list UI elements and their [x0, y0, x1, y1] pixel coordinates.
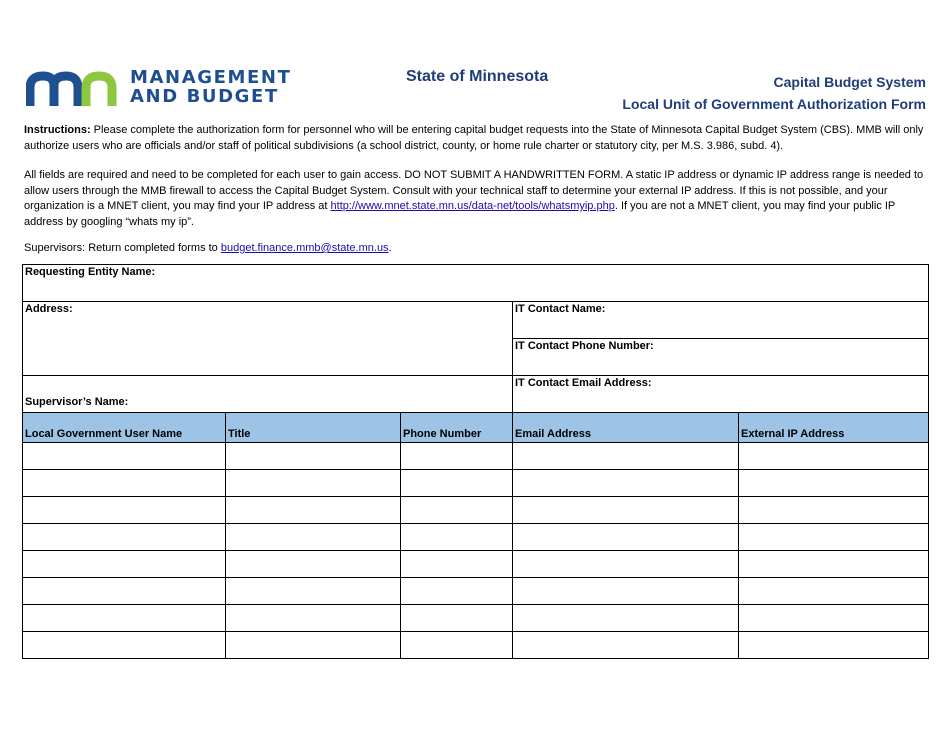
logo-line-1: MANAGEMENT [130, 67, 292, 88]
title-cell[interactable] [226, 497, 401, 524]
supervisor-name-field[interactable] [23, 376, 513, 413]
col-header-email: Email Address [513, 413, 739, 443]
user-name-cell[interactable] [23, 632, 226, 659]
title-cell[interactable] [226, 443, 401, 470]
it-contact-email-label: IT Contact Email Address: [515, 377, 652, 389]
it-contact-phone-field[interactable] [513, 339, 929, 376]
ip-cell[interactable] [739, 497, 929, 524]
col-header-ip: External IP Address [739, 413, 929, 443]
table-row [23, 443, 929, 470]
requirements-text: All fields are required and need to be completed for each user to gain access. DO NOT SUBMIT A HANDWRITTEN FORM. A static IP address or dynamic IP address range is needed to allow users through the MMB firewall to access the Capital Budget System. Consult with your technical staff to determine your external IP address. If this is not possible, and your organization is a MNET client, you may find your IP address at [24, 169, 924, 212]
ip-cell[interactable] [739, 470, 929, 497]
mmb-logo [26, 68, 316, 110]
user-name-cell[interactable] [23, 470, 226, 497]
col-header-phone: Phone Number [401, 413, 513, 443]
email-cell[interactable] [513, 605, 739, 632]
requirements-text-end: . If you are not a MNET client, you may find your public IP address by googling “whats my ip”. [24, 200, 896, 228]
ip-cell[interactable] [739, 632, 929, 659]
col-header-title: Title [226, 413, 401, 443]
supervisors-text-end: . [388, 242, 392, 254]
table-row [23, 551, 929, 578]
title-cell[interactable] [226, 551, 401, 578]
whatsmyip-link[interactable]: http://www.mnet.state.mn.us/data-net/tools/whatsmyip.php [330, 200, 615, 212]
requesting-entity-field[interactable] [23, 265, 929, 302]
requesting-entity-label: Requesting Entity Name: [25, 266, 156, 278]
email-cell[interactable] [513, 578, 739, 605]
phone-cell[interactable] [401, 443, 513, 470]
user-name-cell[interactable] [23, 605, 226, 632]
ip-cell[interactable] [739, 524, 929, 551]
email-cell[interactable] [513, 443, 739, 470]
supervisor-name-label: Supervisor’s Name: [25, 396, 129, 408]
ip-cell[interactable] [739, 443, 929, 470]
authorization-form-table [22, 264, 929, 659]
form-title: Local Unit of Government Authorization Form [622, 96, 926, 112]
user-table-header [23, 413, 929, 443]
logo-line-2: AND BUDGET [130, 86, 279, 107]
title-cell[interactable] [226, 605, 401, 632]
instructions-text: Please complete the authorization form for personnel who will be entering capital budget requests into the State of Minnesota Capital Budget System (CBS). MMB will only authorize users who are officials and/or staff of political subdivisions (a school district, county, or home rule charter or statutory city, per M.S. 3.986, subd. 4). [24, 124, 924, 152]
supervisors-text: Supervisors: Return completed forms to [24, 242, 221, 254]
ip-cell[interactable] [739, 605, 929, 632]
title-cell[interactable] [226, 470, 401, 497]
user-name-cell[interactable] [23, 497, 226, 524]
state-title: State of Minnesota [406, 68, 549, 85]
phone-cell[interactable] [401, 470, 513, 497]
it-contact-email-field[interactable] [513, 376, 929, 413]
it-contact-phone-label: IT Contact Phone Number: [515, 340, 654, 352]
table-row [23, 605, 929, 632]
phone-cell[interactable] [401, 497, 513, 524]
it-contact-name-label: IT Contact Name: [515, 303, 606, 315]
supervisors-paragraph [24, 241, 924, 257]
title-cell[interactable] [226, 632, 401, 659]
phone-cell[interactable] [401, 605, 513, 632]
ip-cell[interactable] [739, 578, 929, 605]
address-label: Address: [25, 303, 73, 315]
phone-cell[interactable] [401, 551, 513, 578]
email-cell[interactable] [513, 551, 739, 578]
phone-cell[interactable] [401, 578, 513, 605]
table-row [23, 497, 929, 524]
user-name-cell[interactable] [23, 551, 226, 578]
ip-cell[interactable] [739, 551, 929, 578]
logo-wordmark [130, 68, 291, 106]
email-cell[interactable] [513, 524, 739, 551]
title-cell[interactable] [226, 524, 401, 551]
email-cell[interactable] [513, 632, 739, 659]
phone-cell[interactable] [401, 524, 513, 551]
it-contact-name-field[interactable] [513, 302, 929, 339]
email-cell[interactable] [513, 497, 739, 524]
instructions-paragraph [24, 123, 924, 154]
requirements-paragraph [24, 168, 924, 230]
user-name-cell[interactable] [23, 578, 226, 605]
address-field[interactable] [23, 302, 513, 376]
user-name-cell[interactable] [23, 443, 226, 470]
email-cell[interactable] [513, 470, 739, 497]
email-link[interactable]: budget.finance.mmb@state.mn.us [220, 242, 389, 254]
title-cell[interactable] [226, 578, 401, 605]
table-row [23, 632, 929, 659]
mn-logo-icon [26, 70, 122, 108]
col-header-user-name: Local Government User Name [23, 413, 226, 443]
phone-cell[interactable] [401, 632, 513, 659]
user-name-cell[interactable] [23, 524, 226, 551]
instructions-label: Instructions: [24, 124, 91, 136]
table-row [23, 578, 929, 605]
system-title-block [622, 71, 926, 115]
table-row [23, 524, 929, 551]
system-title: Capital Budget System [773, 74, 926, 90]
table-row [23, 470, 929, 497]
